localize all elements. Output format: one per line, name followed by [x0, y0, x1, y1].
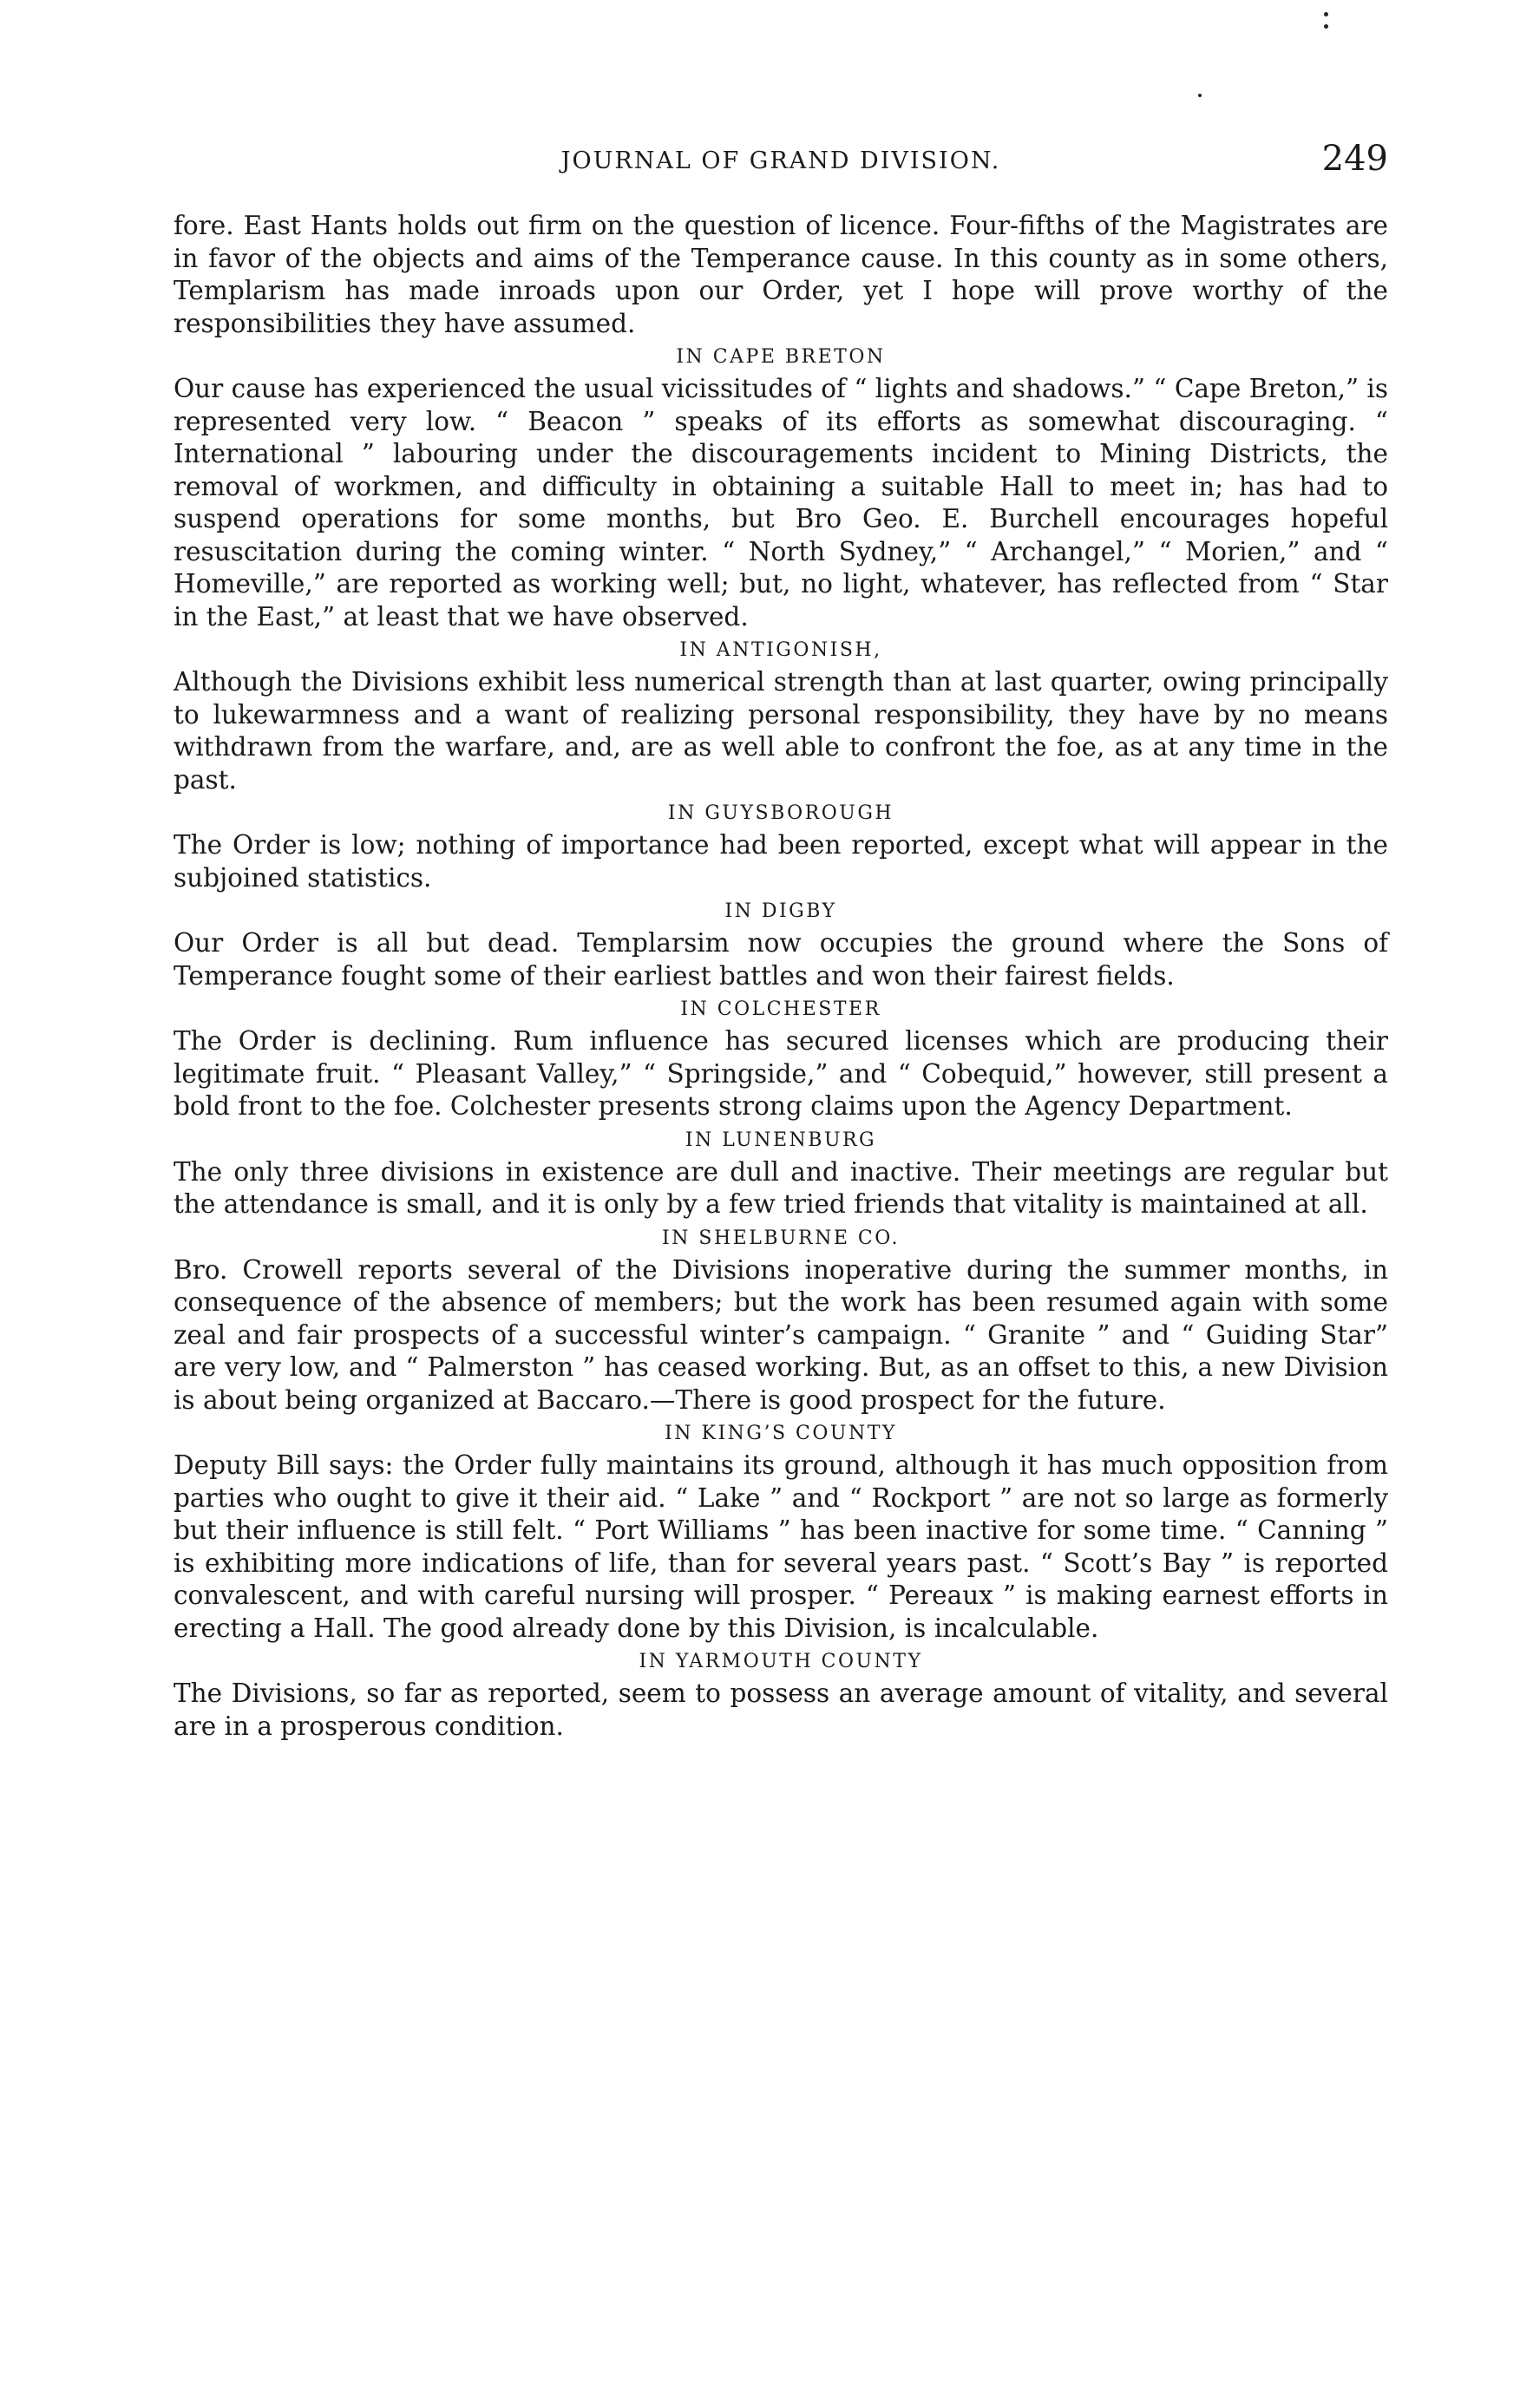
section-heading-guysborough: IN GUYSBOROUGH	[667, 802, 894, 824]
section-heading-kings-county: IN KING’S COUNTY	[665, 1423, 897, 1444]
paragraph-colchester: The Order is declining. Rum influence has secured licenses which are producing their legitimate fruit. “ Pleasant Valley,” “ Springside,” and “ Cobequid,” however, still present a bold front to the foe. Colchester presents strong claims upon the Agency Department.	[174, 1026, 1388, 1121]
paragraph-shelburne: Bro. Crowell reports several of the Divisions inoperative during the summer months, in consequence of the absence of members; but the work has been resumed again with some zeal and fair prospects of a successful winter’s campaign. “ Granite ” and “ Guiding Star” are very low, and “ Palmerston ” has ceased working. But, as an offset to this, a new Division is about being organized at Baccaro.—There is good prospect for the future.	[174, 1254, 1388, 1415]
page-number: 249	[1321, 139, 1388, 179]
ink-speck	[1324, 12, 1328, 16]
paragraph-lunenburg: The only three divisions in existence are dull and inactive. Their meetings are regular but the attendance is small, and it is only by a few tried friends that vitality is maintained at all.	[174, 1156, 1388, 1219]
paragraph-kings-county: Deputy Bill says: the Order fully maintains its ground, although it has much opposition from parties who ought to give it their aid. “ Lake ” and “ Rockport ” are not so large as formerly but their influence is still felt. “ Port Williams ” has been inactive for some time. “ Canning ” is exhibiting more indications of life, than for several years past. “ Scott’s Bay ” is reported convalescent, and with careful nursing will prosper. “ Pereaux ” is making earnest efforts in erecting a Hall. The good already done by this Division, is incalculable.	[174, 1450, 1388, 1643]
paragraph-yarmouth: The Divisions, so far as reported, seem to possess an average amount of vitality, and several are in a prosperous condition.	[174, 1678, 1388, 1741]
section-heading-colchester: IN COLCHESTER	[680, 998, 881, 1020]
section-heading-cape-breton: IN CAPE BRETON	[676, 346, 886, 368]
book-page	[174, 139, 1388, 1743]
ink-speck	[1198, 94, 1202, 97]
page-header	[174, 139, 1388, 191]
paragraph-guysborough: The Order is low; nothing of importance had been reported, except what will appear in the subjoined statistics.	[174, 830, 1388, 893]
section-heading-shelburne: IN SHELBURNE CO.	[661, 1227, 900, 1249]
section-heading-antigonish: IN ANTIGONISH,	[679, 639, 882, 661]
paragraph-east-hants: fore. East Hants holds out firm on the question of licence. Four-fifths of the Magistrates are in favor of the objects and aims of the Temperance cause. In this county as in some others, Templarism has made inroads upon our Order, yet I hope will prove worthy of the responsibilities they have assumed.	[174, 211, 1388, 338]
paragraph-antigonish: Although the Divisions exhibit less numerical strength than at last quarter, owing principally to lukewarmness and a want of realizing personal responsibility, they have by no means withdrawn from the warfare, and, are as well able to confront the foe, as at any time in the past.	[174, 667, 1388, 795]
section-heading-yarmouth: IN YARMOUTH COUNTY	[639, 1651, 923, 1672]
section-heading-digby: IN DIGBY	[724, 900, 837, 922]
paragraph-digby: Our Order is all but dead. Templarsim now occupies the ground where the Sons of Temperance fought some of their earliest battles and won their fairest fields.	[174, 928, 1388, 991]
running-head: JOURNAL OF GRAND DIVISION.	[560, 147, 1001, 174]
ink-speck	[1324, 24, 1328, 29]
paragraph-cape-breton: Our cause has experienced the usual vicissitudes of “ lights and shadows.” “ Cape Breton,” is represented very low. “ Beacon ” speaks of its efforts as somewhat discouraging. “ International ” labouring under the discouragements incident to Mining Districts, the removal of workmen, and difficulty in obtaining a suitable Hall to meet in; has had to suspend operations for some months, but Bro Geo. E. Burchell encourages hopeful resuscitation during the coming winter. “ North Sydney,” “ Archangel,” “ Morien,” and “ Homeville,” are reported as working well; but, no light, whatever, has reflected from “ Star in the East,” at least that we have observed.	[174, 374, 1388, 631]
section-heading-lunenburg: IN LUNENBURG	[685, 1129, 877, 1151]
